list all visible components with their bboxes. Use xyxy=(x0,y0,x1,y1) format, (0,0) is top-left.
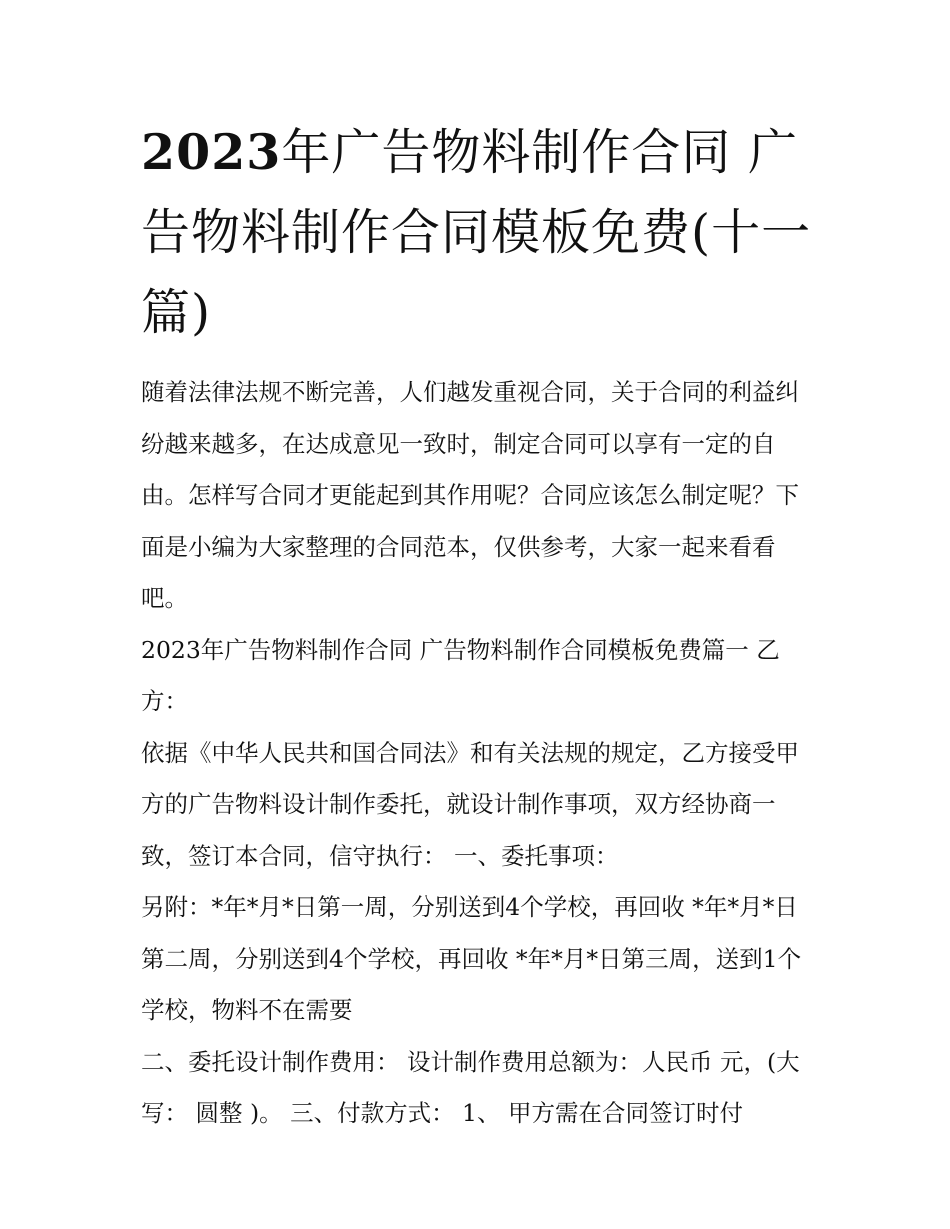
contract-paragraph: 二、委托设计制作费用： 设计制作费用总额为：人民币 元，(大写： 圆整 )。 三、付款方式： 1、 甲方需在合同签订时付 xyxy=(141,1047,800,1127)
title-text: 年广告物料制作合同 广告物料制作合同模板免费(十一篇) xyxy=(141,124,812,341)
section-heading: 2023年广告物料制作合同 广告物料制作合同模板免费篇一 乙方： xyxy=(141,635,780,715)
document-title xyxy=(141,112,821,353)
document-page xyxy=(141,112,821,1140)
document-body xyxy=(141,367,821,1140)
contract-paragraph: 依据《中华人民共和国合同法》和有关法规的规定，乙方接受甲方的广告物料设计制作委托，就设计制作事项，双方经协商一致，签订本合同，信守执行： 一、委托事项： xyxy=(141,738,799,870)
contract-paragraph: 另附：*年*月*日第一周，分别送到4个学校，再回收 *年*月*日第二周，分别送到4个学校，再回收 *年*月*日第三周，送到1个学校，物料不在需要 xyxy=(141,893,802,1024)
title-year: 2023 xyxy=(141,123,282,181)
intro-paragraph: 随着法律法规不断完善，人们越发重视合同，关于合同的利益纠纷越来越多，在达成意见一致时，制定合同可以享有一定的自由。怎样写合同才更能起到其作用呢？合同应该怎么制定呢？下面是小编为大家整理的合同范本，仅供参考，大家一起来看看吧。 xyxy=(141,378,799,612)
